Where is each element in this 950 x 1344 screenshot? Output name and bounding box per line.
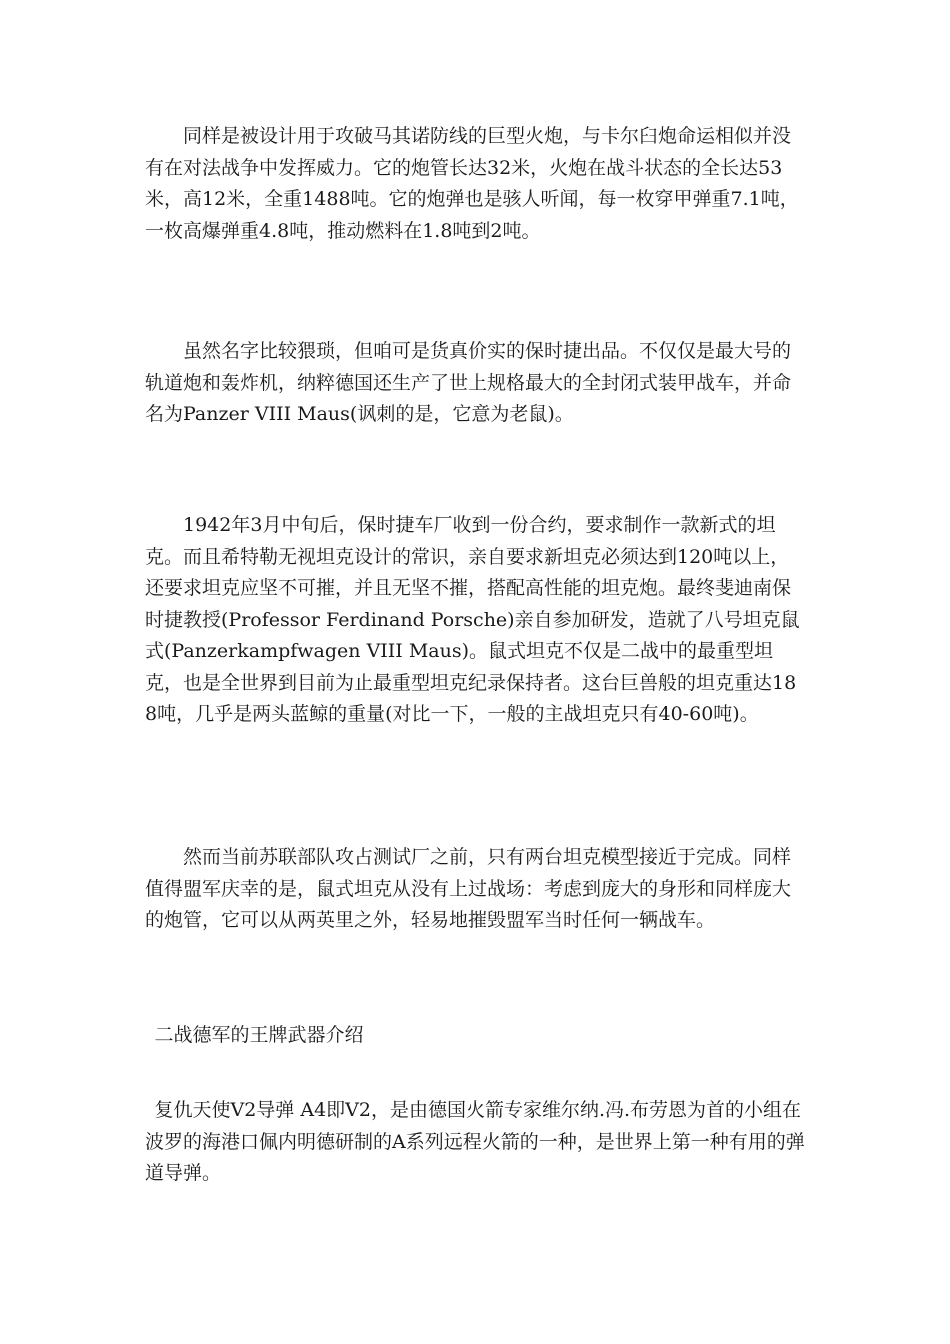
paragraph-railway-gun: 同样是被设计用于攻破马其诺防线的巨型火炮，与卡尔臼炮命运相似并没有在对法战争中发挥威力。它的炮管长达32米，火炮在战斗状态的全长达53米，高12米，全重1488吨。它的炮弹也是骇人听闻，每一枚穿甲弹重7.1吨，一枚高爆弹重4.8吨，推动燃料在1.8吨到2吨。 xyxy=(145,125,799,242)
paragraph-maus-fate: 然而当前苏联部队攻占测试厂之前，只有两台坦克模型接近于完成。同样值得盟军庆幸的是，鼠式坦克从没有上过战场：考虑到庞大的身形和同样庞大的炮管，它可以从两英里之外，轻易地摧毁盟军当时任何一辆战车。 xyxy=(145,846,792,931)
section-heading: 二战德军的王牌武器介绍 xyxy=(154,1024,364,1046)
paragraph-maus-development: 1942年3月中旬后，保时捷车厂收到一份合约，要求制作一款新式的坦克。而且希特勒无视坦克设计的常识，亲自要求新坦克必须达到120吨以上，还要求坦克应坚不可摧，并且无坚不摧，搭配高性能的坦克炮。最终斐迪南保时捷教授(Professor Ferdinand Porsche)亲自参加研发，造就了八号坦克鼠式(Panzerkampfwagen VIII Maus)。鼠式坦克不仅是二战中的最重型坦克，也是全世界到目前为止最重型坦克纪录保持者。这台巨兽般的坦克重达188吨，几乎是两头蓝鲸的重量(对比一下，一般的主战坦克只有40-60吨)。 xyxy=(145,514,800,725)
paragraph-maus-intro: 虽然名字比较猥琐，但咱可是货真价实的保时捷出品。不仅仅是最大号的轨道炮和轰炸机，纳粹德国还生产了世上规格最大的全封闭式装甲战车，并命名为Panzer VIII Maus(讽刺的是，它意为老鼠)。 xyxy=(145,340,792,425)
paragraph-v2-missile: 复仇天使V2导弹 A4即V2，是由德国火箭专家维尔纳.冯.布劳恩为首的小组在波罗的海港口佩内明德研制的A系列远程火箭的一种，是世界上第一种有用的弹道导弹。 xyxy=(145,1099,805,1184)
